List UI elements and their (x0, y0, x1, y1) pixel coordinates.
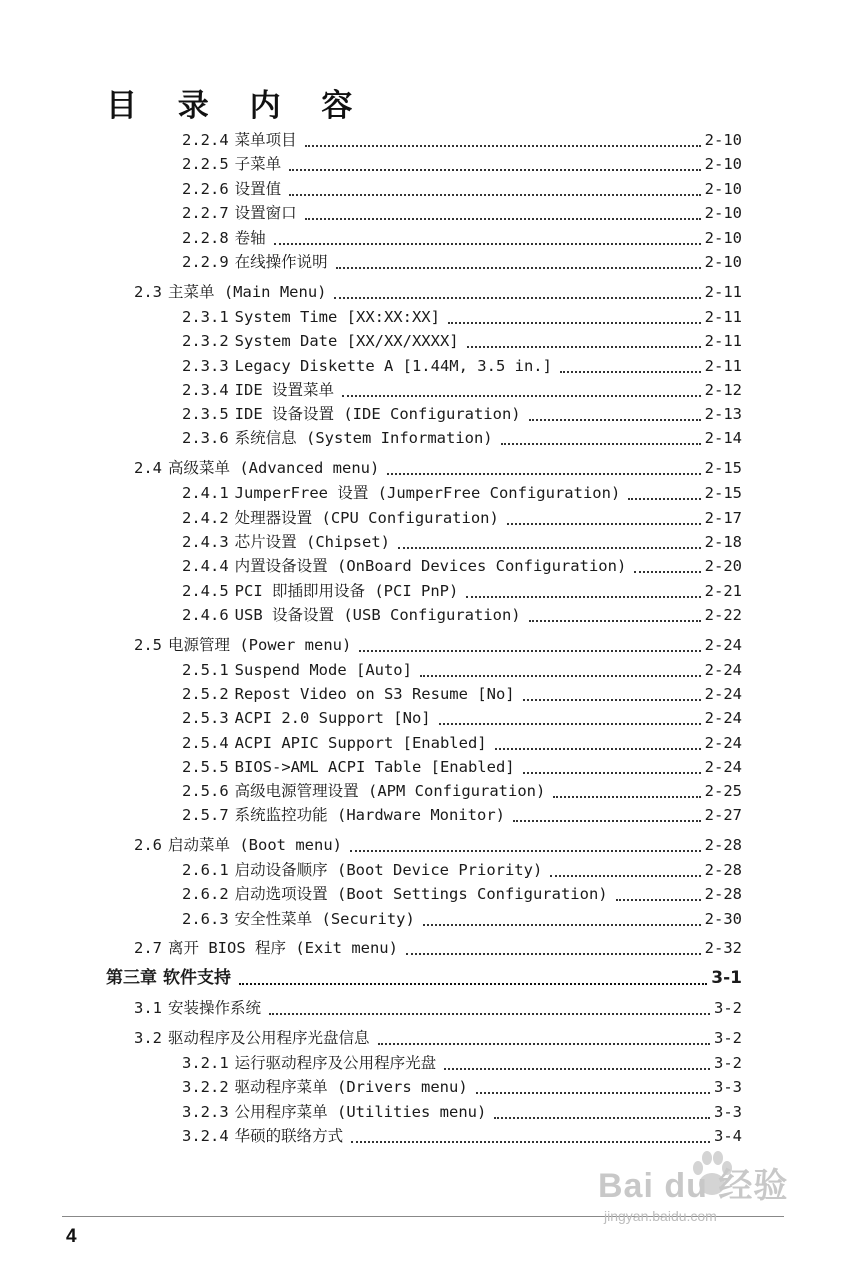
dot-leader (439, 723, 701, 725)
dot-leader (466, 596, 700, 598)
toc-entry (134, 456, 742, 480)
toc-entry-page: 2-28 (704, 836, 742, 854)
toc-entry (182, 731, 742, 755)
toc-entry (182, 378, 742, 402)
dot-leader (305, 145, 701, 147)
toc-entry (134, 1026, 742, 1050)
toc-entry-page: 2-11 (704, 283, 742, 301)
baidu-jingyan-watermark (598, 1150, 798, 1250)
dot-leader (406, 953, 701, 955)
toc-entry-number: 第三章 (106, 968, 157, 988)
toc-entry-page: 2-11 (704, 308, 742, 326)
toc-entry (182, 1075, 742, 1099)
toc-entry-title: Suspend Mode [Auto] (234, 661, 412, 679)
dot-leader (448, 322, 701, 324)
toc-entry-page: 2-21 (704, 582, 742, 600)
toc-entry (182, 658, 742, 682)
toc-entry-title: 电源管理 (Power menu) (168, 636, 352, 654)
toc-entry-title: ACPI APIC Support [Enabled] (234, 734, 487, 752)
toc-entry-title: 启动选项设置 (Boot Settings Configuration) (234, 885, 608, 903)
dot-leader (476, 1092, 710, 1094)
toc-entry (134, 633, 742, 657)
toc-entry (182, 882, 742, 906)
dot-leader (467, 346, 701, 348)
toc-entry (134, 936, 742, 960)
toc-entry-number: 3.1 (134, 999, 162, 1017)
toc-entry-title: 启动设备顺序 (Boot Device Priority) (234, 861, 543, 879)
toc-entry (182, 402, 742, 426)
toc-entry-number: 2.5.1 (182, 661, 229, 679)
toc-entry-title: 芯片设置 (Chipset) (234, 533, 390, 551)
toc-entry-page: 2-18 (704, 533, 742, 551)
dot-leader (507, 523, 701, 525)
toc-entry-number: 2.6 (134, 836, 162, 854)
toc-entry-title: 主菜单 (Main Menu) (168, 283, 327, 301)
toc-entry (182, 426, 742, 450)
toc-entry-page: 2-20 (704, 557, 742, 575)
toc-entry (182, 226, 742, 250)
toc-entry (182, 1100, 742, 1124)
toc-entry-number: 2.5.2 (182, 685, 229, 703)
toc-entry-page: 2-14 (704, 429, 742, 447)
toc-entry-number: 2.4.5 (182, 582, 229, 600)
toc-entry-title: 软件支持 (163, 968, 231, 988)
toc-entry-page: 2-25 (704, 782, 742, 800)
toc-entry-page: 2-11 (704, 357, 742, 375)
toc-entry (182, 250, 742, 274)
dot-leader (553, 796, 700, 798)
toc-entry (182, 530, 742, 554)
dot-leader (274, 243, 701, 245)
toc-entry-number: 3.2.4 (182, 1127, 229, 1145)
toc-entry-title: 卷轴 (234, 229, 266, 247)
toc-entry-page: 3-2 (714, 1029, 742, 1047)
toc-entry (182, 1051, 742, 1075)
toc-entry-number: 2.2.4 (182, 131, 229, 149)
toc-entry-title: BIOS->AML ACPI Table [Enabled] (234, 758, 515, 776)
dot-leader (423, 924, 701, 926)
toc-entry-page: 2-10 (704, 180, 742, 198)
toc-entry-page: 2-10 (704, 155, 742, 173)
dot-leader (398, 547, 701, 549)
toc-entry (182, 907, 742, 931)
dot-leader (513, 820, 701, 822)
toc-entry-page: 2-12 (704, 381, 742, 399)
toc-entry-page: 2-28 (704, 861, 742, 879)
toc-entry-title: 系统监控功能 (Hardware Monitor) (234, 806, 505, 824)
toc-entry-number: 2.5.5 (182, 758, 229, 776)
dot-leader (616, 899, 701, 901)
watermark-brand: Bai du 经验 (598, 1167, 789, 1205)
toc-entry-page: 2-24 (704, 685, 742, 703)
toc-entry (182, 579, 742, 603)
dot-leader (420, 675, 701, 677)
toc-entry-number: 2.5.3 (182, 709, 229, 727)
dot-leader (495, 748, 701, 750)
toc-entry (182, 128, 742, 152)
toc-entry-page: 3-2 (714, 999, 742, 1017)
toc-entry-title: 离开 BIOS 程序 (Exit menu) (168, 939, 398, 957)
toc-entry-page: 2-13 (704, 405, 742, 423)
toc-entry-page: 2-11 (704, 332, 742, 350)
dot-leader (378, 1043, 710, 1045)
toc-entry-page: 3-4 (714, 1127, 742, 1145)
dot-leader (494, 1117, 710, 1119)
toc-entry-number: 2.4.1 (182, 484, 229, 502)
dot-leader (334, 297, 700, 299)
toc-entry-page: 2-24 (704, 661, 742, 679)
toc-entry-number: 2.3.5 (182, 405, 229, 423)
toc-entry-page: 2-28 (704, 885, 742, 903)
toc-entry-title: 菜单项目 (234, 131, 297, 149)
toc-entry-page: 2-24 (704, 636, 742, 654)
dot-leader (336, 267, 701, 269)
dot-leader (529, 419, 701, 421)
toc-entry (134, 833, 742, 857)
dot-leader (628, 498, 700, 500)
toc-entry (182, 201, 742, 225)
toc-entry-page: 2-24 (704, 709, 742, 727)
toc-entry-number: 2.3.4 (182, 381, 229, 399)
toc-entry-number: 2.3.2 (182, 332, 229, 350)
toc-entry-page: 2-22 (704, 606, 742, 624)
toc-entry-number: 2.3.6 (182, 429, 229, 447)
toc-entry-title: 高级菜单 (Advanced menu) (168, 459, 380, 477)
toc-entry-number: 2.3.1 (182, 308, 229, 326)
toc-entry (182, 329, 742, 353)
toc-entry-title: 处理器设置 (CPU Configuration) (234, 509, 499, 527)
dot-leader (359, 650, 700, 652)
toc-entry-page: 2-17 (704, 509, 742, 527)
toc-entry-number: 2.3 (134, 283, 162, 301)
toc-entry-title: USB 设备设置 (USB Configuration) (234, 606, 521, 624)
toc-entry-title: 在线操作说明 (234, 253, 328, 271)
toc-entry-number: 2.3.3 (182, 357, 229, 375)
dot-leader (523, 772, 701, 774)
dot-leader (269, 1013, 710, 1015)
dot-leader (523, 699, 701, 701)
dot-leader (501, 443, 701, 445)
toc-entry-page: 3-3 (714, 1078, 742, 1096)
page-title: 目 录 内 容 (106, 88, 368, 124)
dot-leader (342, 395, 701, 397)
toc-entry-page: 3-1 (711, 968, 742, 988)
toc-entry (182, 177, 742, 201)
toc-entry-title: 设置窗口 (234, 204, 297, 222)
toc-entry-title: Repost Video on S3 Resume [No] (234, 685, 515, 703)
toc-entry (182, 1124, 742, 1148)
toc-entry-number: 2.2.5 (182, 155, 229, 173)
toc-entry-page: 2-10 (704, 204, 742, 222)
dot-leader (550, 875, 700, 877)
toc-entry (182, 305, 742, 329)
toc-entry-page: 2-10 (704, 131, 742, 149)
toc-entry-number: 2.2.7 (182, 204, 229, 222)
toc-entry-page: 2-32 (704, 939, 742, 957)
toc-entry-number: 3.2.1 (182, 1054, 229, 1072)
toc-entry-page: 2-10 (704, 253, 742, 271)
toc-entry-title: 华硕的联络方式 (234, 1127, 344, 1145)
toc-entry-page: 2-27 (704, 806, 742, 824)
dot-leader (239, 983, 707, 985)
toc-entry-page: 2-24 (704, 758, 742, 776)
toc-entry (182, 706, 742, 730)
toc-entry-number: 2.4.4 (182, 557, 229, 575)
toc-entry-title: ACPI 2.0 Support [No] (234, 709, 431, 727)
toc-entry (182, 755, 742, 779)
toc-entry-title: System Date [XX/XX/XXXX] (234, 332, 459, 350)
dot-leader (529, 620, 701, 622)
toc-entry-number: 2.5 (134, 636, 162, 654)
watermark-url: jingyan.baidu.com (604, 1208, 717, 1224)
toc-entry-number: 2.5.4 (182, 734, 229, 752)
toc-entry-number: 2.6.2 (182, 885, 229, 903)
toc-entry-page: 2-30 (704, 910, 742, 928)
toc-entry-number: 2.7 (134, 939, 162, 957)
toc-entry-page: 2-15 (704, 459, 742, 477)
toc-entry-number: 2.2.6 (182, 180, 229, 198)
dot-leader (305, 218, 701, 220)
toc-entry-page: 2-10 (704, 229, 742, 247)
toc-entry-page: 3-3 (714, 1103, 742, 1121)
toc-chapter-entry (106, 966, 742, 990)
toc-entry-number: 3.2.2 (182, 1078, 229, 1096)
toc-entry-number: 2.5.6 (182, 782, 229, 800)
dot-leader (351, 1141, 710, 1143)
toc-entry-page: 2-24 (704, 734, 742, 752)
dot-leader (387, 473, 700, 475)
toc-entry (182, 858, 742, 882)
dot-leader (350, 850, 701, 852)
toc-entry (182, 506, 742, 530)
toc-entry-page: 3-2 (714, 1054, 742, 1072)
toc-entry (182, 481, 742, 505)
toc-entry-title: 公用程序菜单 (Utilities menu) (234, 1103, 487, 1121)
toc-entry-title: 高级电源管理设置 (APM Configuration) (234, 782, 546, 800)
toc-entry-number: 2.4.3 (182, 533, 229, 551)
dot-leader (289, 169, 700, 171)
toc-entry-number: 2.2.9 (182, 253, 229, 271)
toc-entry-title: 系统信息 (System Information) (234, 429, 493, 447)
toc-entry-title: 安装操作系统 (168, 999, 262, 1017)
toc-entry-title: System Time [XX:XX:XX] (234, 308, 440, 326)
toc-entry-number: 2.2.8 (182, 229, 229, 247)
toc-entry-number: 2.4.2 (182, 509, 229, 527)
toc-entry-number: 2.6.3 (182, 910, 229, 928)
toc-entry (182, 152, 742, 176)
toc-entry-number: 2.6.1 (182, 861, 229, 879)
toc-entry (182, 682, 742, 706)
toc-entry-title: 内置设备设置 (OnBoard Devices Configuration) (234, 557, 627, 575)
toc-entry (182, 603, 742, 627)
toc-entry-title: 设置值 (234, 180, 282, 198)
dot-leader (560, 371, 701, 373)
toc-entry-title: 驱动程序菜单 (Drivers menu) (234, 1078, 468, 1096)
toc-entry (182, 554, 742, 578)
toc-entry-title: 驱动程序及公用程序光盘信息 (168, 1029, 370, 1047)
toc-entry-number: 2.4.6 (182, 606, 229, 624)
toc-entry (182, 354, 742, 378)
toc-entry-title: 安全性菜单 (Security) (234, 910, 415, 928)
page-number: 4 (66, 1226, 77, 1247)
toc-entry-title: IDE 设置菜单 (234, 381, 334, 399)
toc-entry-page: 2-15 (704, 484, 742, 502)
toc-entry-title: JumperFree 设置 (JumperFree Configuration) (234, 484, 621, 502)
dot-leader (289, 194, 700, 196)
toc-entry-title: 运行驱动程序及公用程序光盘 (234, 1054, 437, 1072)
toc-entry-number: 2.5.7 (182, 806, 229, 824)
toc-entry-title: Legacy Diskette A [1.44M, 3.5 in.] (234, 357, 552, 375)
dot-leader (444, 1068, 710, 1070)
toc-entry-title: 子菜单 (234, 155, 282, 173)
toc-entry-title: PCI 即插即用设备 (PCI PnP) (234, 582, 459, 600)
toc-entry (182, 779, 742, 803)
toc-entry (134, 996, 742, 1020)
toc-entry-title: IDE 设备设置 (IDE Configuration) (234, 405, 521, 423)
toc-entry (134, 280, 742, 304)
toc-entry-title: 启动菜单 (Boot menu) (168, 836, 342, 854)
toc-entry-number: 3.2.3 (182, 1103, 229, 1121)
toc-entry-number: 3.2 (134, 1029, 162, 1047)
toc-entry (182, 803, 742, 827)
toc-entry-number: 2.4 (134, 459, 162, 477)
dot-leader (634, 571, 700, 573)
